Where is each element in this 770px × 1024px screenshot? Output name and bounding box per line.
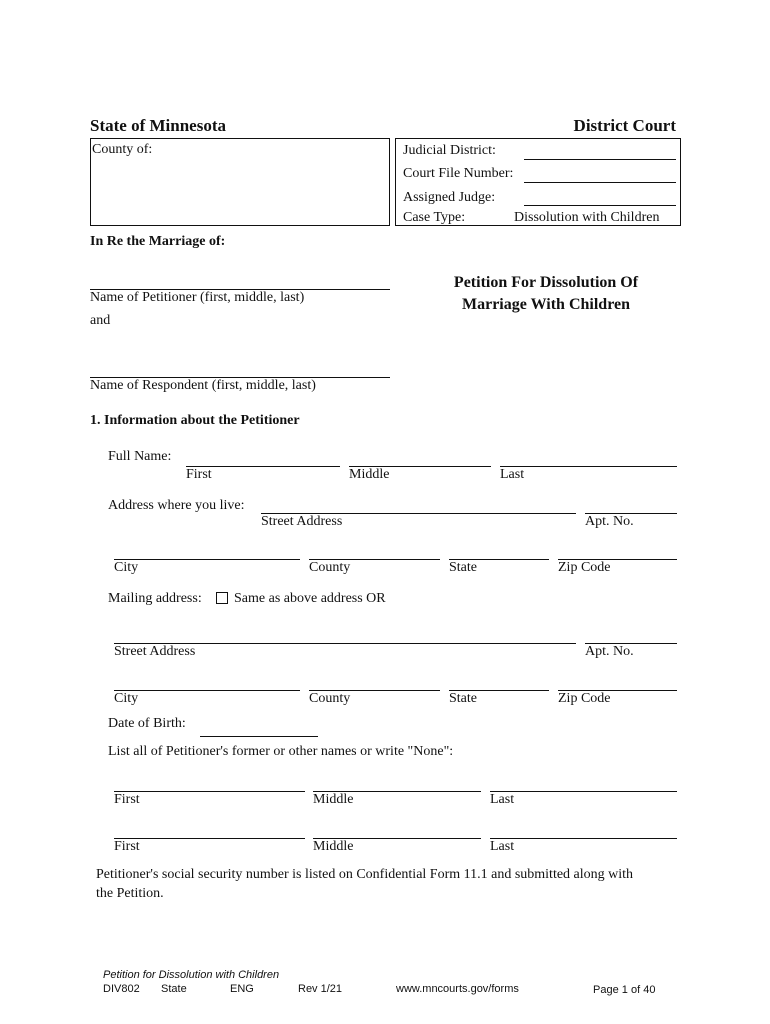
petition-title: [410, 272, 682, 316]
mailing-apt-label: Apt. No.: [585, 644, 634, 659]
and-label: and: [90, 313, 111, 328]
footer-page-label: Page: [593, 984, 619, 996]
former-name2-last-label: Last: [490, 839, 515, 854]
city-label: City: [114, 560, 139, 575]
full-name-first-label: First: [186, 467, 212, 482]
dob-label: Date of Birth:: [108, 716, 186, 731]
street-address-label: Street Address: [261, 514, 343, 529]
footer-page-of: of: [630, 984, 641, 996]
petitioner-name-label: Name of Petitioner (first, middle, last): [90, 290, 305, 305]
in-re-label: In Re the Marriage of:: [90, 234, 226, 249]
former-name1-last-label: Last: [490, 792, 515, 807]
city-field[interactable]: [114, 559, 300, 560]
address-label: Address where you live:: [108, 498, 245, 513]
petition-title-line2: Marriage With Children: [462, 296, 630, 313]
full-name-middle-label: Middle: [349, 467, 390, 482]
footer-page-total: 40: [643, 984, 656, 996]
same-as-above-label: Same as above address OR: [234, 591, 386, 606]
mailing-street-label: Street Address: [114, 644, 196, 659]
state-label: State: [449, 560, 477, 575]
former-name1-first-label: First: [114, 792, 140, 807]
footer-url[interactable]: www.mncourts.gov/forms: [396, 983, 519, 995]
former-name2-first-field[interactable]: [114, 838, 305, 839]
full-name-label: Full Name:: [108, 449, 172, 464]
full-name-last-field[interactable]: [500, 466, 677, 467]
former-name2-last-field[interactable]: [490, 838, 677, 839]
footer-form-title: Petition for Dissolution with Children: [103, 969, 280, 981]
former-name1-last-field[interactable]: [490, 791, 677, 792]
county-label-field: County: [309, 560, 351, 575]
full-name-last-label: Last: [500, 467, 525, 482]
county-label: County of:: [92, 142, 153, 157]
court-file-number-field[interactable]: [524, 182, 676, 183]
footer-rev: Rev 1/21: [298, 983, 343, 995]
footer-state: State: [161, 983, 187, 995]
footer-lang: ENG: [230, 983, 254, 995]
zip-code-label: Zip Code: [558, 560, 611, 575]
judicial-district-label: Judicial District:: [403, 143, 496, 158]
former-name2-middle-label: Middle: [313, 839, 354, 854]
petition-title-line1: Petition For Dissolution Of: [453, 274, 639, 291]
former-name2-first-label: First: [114, 839, 140, 854]
case-type-value: Dissolution with Children: [514, 210, 660, 225]
mailing-city-label: City: [114, 691, 139, 706]
footer-page-number: [593, 984, 655, 997]
judicial-district-field[interactable]: [524, 159, 676, 160]
apt-no-label: Apt. No.: [585, 514, 634, 529]
assigned-judge-field[interactable]: [524, 205, 676, 206]
court-file-number-label: Court File Number:: [403, 166, 514, 181]
mailing-address-label: Mailing address:: [108, 591, 202, 606]
case-type-label: Case Type:: [403, 210, 466, 225]
mailing-state-label: State: [449, 691, 477, 706]
respondent-name-label: Name of Respondent (first, middle, last): [90, 378, 316, 393]
dob-field[interactable]: [200, 736, 318, 737]
state-title: State of Minnesota: [90, 116, 226, 135]
ssn-notice: [96, 865, 686, 903]
mailing-zip-label: Zip Code: [558, 691, 611, 706]
assigned-judge-label: Assigned Judge:: [403, 190, 496, 205]
former-name1-first-field[interactable]: [114, 791, 305, 792]
footer-code: DIV802: [103, 983, 140, 995]
former-name1-middle-label: Middle: [313, 792, 354, 807]
case-info-box: [395, 138, 681, 226]
former-names-label: List all of Petitioner's former or other names or write "None":: [108, 744, 454, 759]
mailing-county-label: County: [309, 691, 351, 706]
section1-heading: 1. Information about the Petitioner: [90, 413, 300, 428]
ssn-notice-line2: the Petition.: [96, 886, 164, 901]
ssn-notice-line1: Petitioner's social security number is listed on Confidential Form 11.1 and submitted along with: [96, 867, 634, 882]
same-as-above-checkbox[interactable]: [216, 592, 228, 604]
county-box[interactable]: [90, 138, 390, 226]
mailing-city-field[interactable]: [114, 690, 300, 691]
footer-page-current: 1: [621, 984, 628, 996]
court-title: District Court: [573, 116, 676, 135]
